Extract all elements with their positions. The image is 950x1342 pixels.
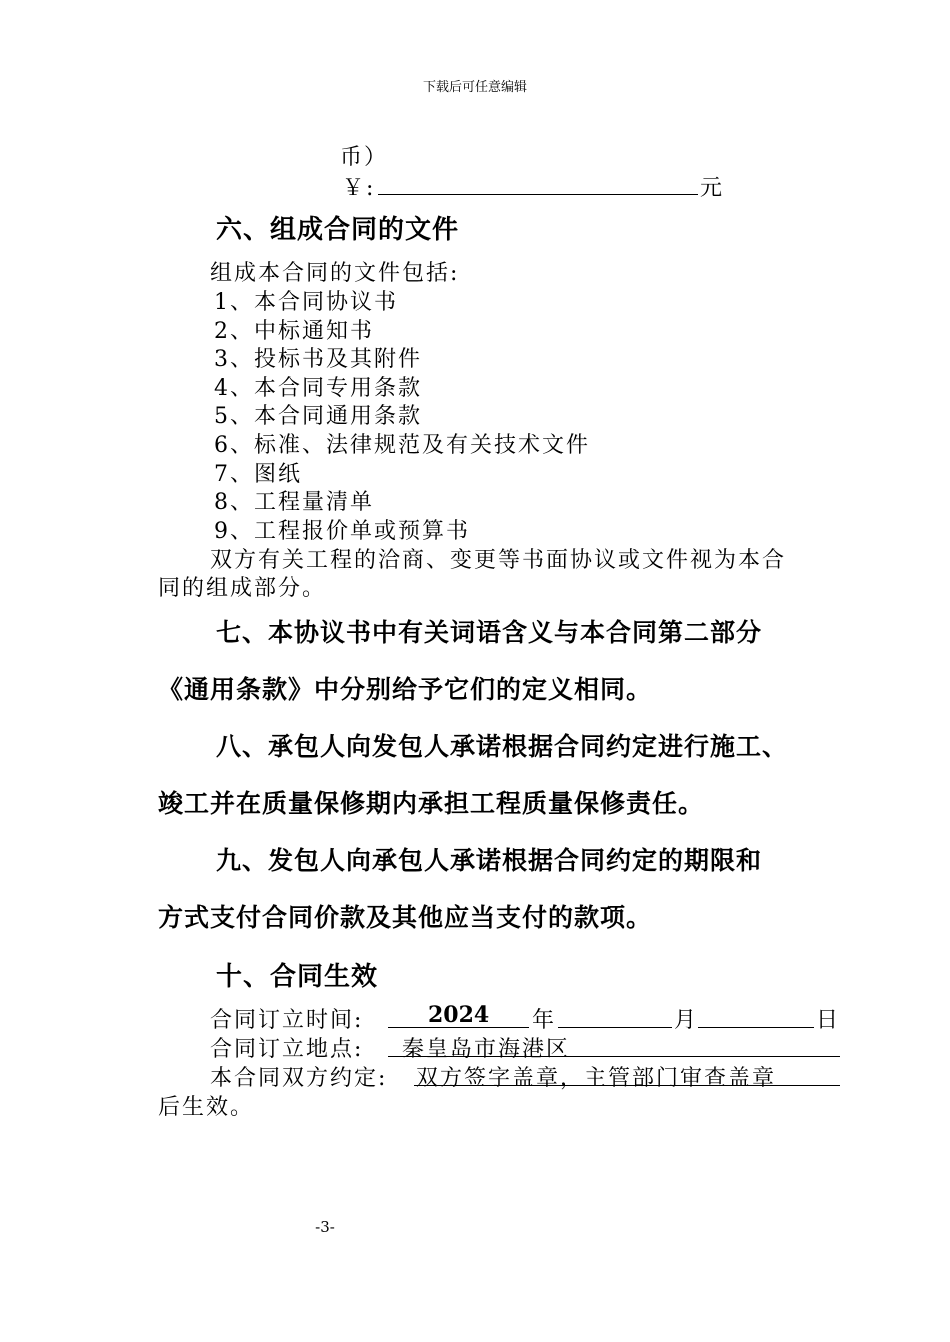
list-item: 4、本合同专用条款 <box>214 376 422 401</box>
month-unit: 月 <box>674 1008 699 1033</box>
list-item: 8、工程量清单 <box>214 490 374 515</box>
contract-place-label: 合同订立地点: <box>210 1037 364 1062</box>
list-item: 2、中标通知书 <box>214 319 374 344</box>
section6-title: 六、组成合同的文件 <box>216 215 460 245</box>
page-header: 下载后可任意编辑 <box>422 80 527 95</box>
currency-fragment: 币） <box>340 145 389 170</box>
list-item: 1、本合同协议书 <box>214 290 398 315</box>
agreement-value: 双方签字盖章，主管部门审查盖章 <box>416 1066 777 1091</box>
section8-line2: 竣工并在质量保修期内承担工程质量保修责任。 <box>158 789 705 818</box>
yuan-label: 元 <box>700 176 725 201</box>
list-item: 5、本合同通用条款 <box>214 404 422 429</box>
month-blank <box>558 1027 672 1028</box>
section6-note: 双方有关工程的洽商、变更等书面协议或文件视为本合 <box>210 548 787 573</box>
amount-blank <box>378 194 698 195</box>
list-item: 9、工程报价单或预算书 <box>214 519 470 544</box>
page-number: -3- <box>315 1218 335 1236</box>
year-unit: 年 <box>532 1008 557 1033</box>
yen-label: ￥: <box>342 176 376 201</box>
section7-line1: 七、本协议书中有关词语含义与本合同第二部分 <box>216 618 763 647</box>
list-item: 6、标准、法律规范及有关技术文件 <box>214 433 590 458</box>
section7-line2: 《通用条款》中分别给予它们的定义相同。 <box>158 675 653 704</box>
day-blank <box>698 1027 814 1028</box>
contract-time-label: 合同订立时间: <box>210 1008 364 1033</box>
section6-intro: 组成本合同的文件包括: <box>210 261 460 286</box>
agreement-label: 本合同双方约定: <box>210 1066 388 1091</box>
section9-line2: 方式支付合同价款及其他应当支付的款项。 <box>158 903 653 932</box>
section8-line1: 八、承包人向发包人承诺根据合同约定进行施工、 <box>216 732 789 761</box>
contract-place-value: 秦皇岛市海港区 <box>402 1037 571 1062</box>
contract-year-value: 2024 <box>428 1002 490 1028</box>
list-item: 7、图纸 <box>214 462 302 487</box>
section6-note-cont: 同的组成部分。 <box>158 576 327 601</box>
section9-line1: 九、发包人向承包人承诺根据合同约定的期限和 <box>216 846 763 875</box>
list-item: 3、投标书及其附件 <box>214 347 422 372</box>
day-unit: 日 <box>816 1008 841 1033</box>
section10-title: 十、合同生效 <box>216 962 379 992</box>
agreement-tail: 后生效。 <box>158 1095 255 1120</box>
